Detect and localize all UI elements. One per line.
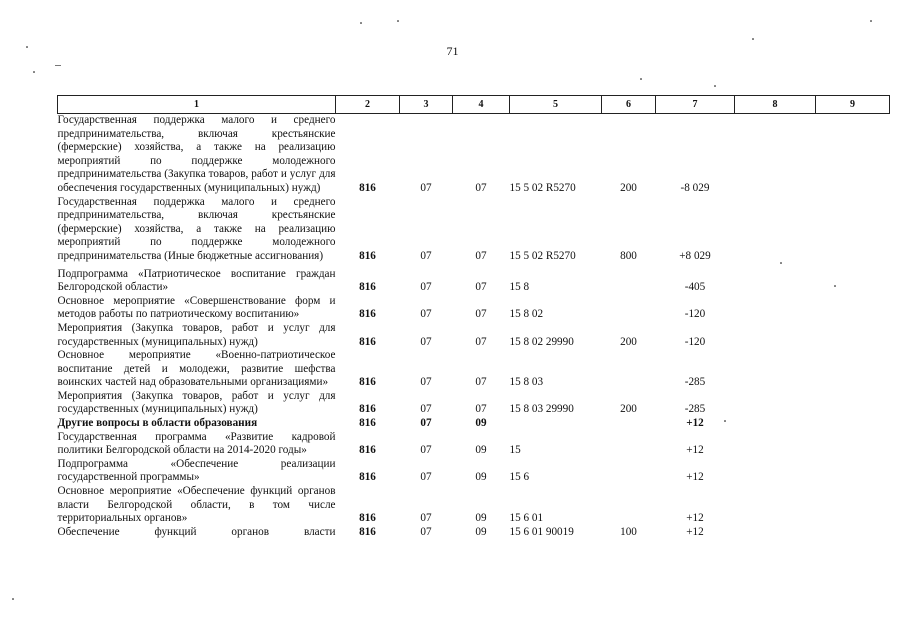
row-description: Подпрограмма «Патриотическое воспитание граждан Белгородской области»	[57, 267, 336, 294]
row-ved: 816	[359, 181, 376, 194]
table-row	[58, 485, 890, 526]
row-sum: -120	[684, 335, 706, 348]
row-sum: -285	[684, 376, 706, 389]
row-rz: 07	[420, 249, 432, 262]
row-csr: 15 8	[509, 281, 530, 294]
row-rz: 07	[420, 417, 432, 430]
row-csr: 15 8 03 29990	[509, 403, 574, 416]
row-description: Мероприятия (Закупка товаров, работ и услуг для государственных (муниципальных) нужд)	[57, 389, 336, 416]
table-row	[58, 417, 890, 431]
table-row	[58, 431, 890, 458]
row-sum: +12	[686, 417, 704, 430]
row-vr: 200	[620, 403, 637, 416]
row-csr: 15	[509, 444, 521, 457]
row-ved: 816	[359, 335, 376, 348]
row-vr	[602, 295, 656, 322]
row-vr	[602, 431, 656, 458]
col-header-4: 4	[453, 96, 510, 114]
table-row	[58, 114, 890, 196]
row-sum: +12	[686, 525, 704, 538]
row-col9	[816, 196, 890, 264]
row-rz: 07	[420, 335, 432, 348]
row-col8	[735, 417, 816, 431]
row-col9	[816, 458, 890, 485]
row-sum: -120	[684, 308, 706, 321]
col-header-1: 1	[58, 96, 336, 114]
row-csr: 15 8 02 29990	[509, 335, 574, 348]
row-pr: 07	[475, 281, 487, 294]
row-csr: 15 8 03	[509, 376, 544, 389]
row-col8	[735, 295, 816, 322]
row-vr: 100	[620, 525, 637, 538]
row-sum: -8 029	[680, 181, 710, 194]
row-rz: 07	[420, 403, 432, 416]
row-rz: 07	[420, 376, 432, 389]
row-pr: 07	[475, 335, 487, 348]
table-row	[58, 349, 890, 390]
row-col9	[816, 322, 890, 349]
row-sum: -285	[684, 403, 706, 416]
row-pr: 07	[475, 181, 487, 194]
row-ved: 816	[359, 403, 376, 416]
row-pr: 09	[475, 444, 487, 457]
row-col9	[816, 390, 890, 417]
row-col8	[735, 268, 816, 295]
row-rz: 07	[420, 281, 432, 294]
row-ved: 816	[359, 525, 376, 538]
row-ved: 816	[359, 376, 376, 389]
row-pr: 09	[475, 471, 487, 484]
row-col8	[735, 322, 816, 349]
row-csr: 15 6	[509, 471, 530, 484]
row-description: Основное мероприятие «Совершенствование форм и методов работы по патриотическому воспитанию»	[57, 294, 336, 321]
col-header-3: 3	[400, 96, 453, 114]
row-col8	[735, 114, 816, 196]
row-rz: 07	[420, 308, 432, 321]
row-description: Основное мероприятие «Обеспечение функций органов власти Белгородской области, в том числе территориальных органов»	[57, 485, 336, 525]
row-pr: 07	[475, 376, 487, 389]
row-pr: 09	[475, 525, 487, 538]
table-row	[58, 268, 890, 295]
row-vr	[602, 458, 656, 485]
row-col8	[735, 485, 816, 526]
row-vr	[602, 268, 656, 295]
row-sum: +8 029	[679, 249, 711, 262]
table-row	[58, 295, 890, 322]
row-csr: 15 8 02	[509, 308, 544, 321]
row-col9	[816, 114, 890, 196]
row-description: Подпрограмма «Обеспечение реализации государственной программы»	[57, 457, 336, 484]
table-row	[58, 196, 890, 264]
row-csr: 15 5 02 R5270	[509, 249, 576, 262]
row-pr: 09	[475, 512, 487, 525]
budget-table	[57, 95, 890, 539]
col-header-5: 5	[510, 96, 602, 114]
col-header-9: 9	[816, 96, 890, 114]
row-vr: 200	[620, 181, 637, 194]
row-vr: 200	[620, 335, 637, 348]
table-row	[58, 390, 890, 417]
col-header-2: 2	[336, 96, 400, 114]
row-col9	[816, 485, 890, 526]
row-rz: 07	[420, 181, 432, 194]
row-csr	[510, 417, 602, 431]
row-ved: 816	[359, 471, 376, 484]
row-vr	[602, 417, 656, 431]
row-rz: 07	[420, 444, 432, 457]
row-col8	[735, 431, 816, 458]
row-col9	[816, 431, 890, 458]
col-header-8: 8	[735, 96, 816, 114]
row-col8	[735, 458, 816, 485]
row-ved: 816	[359, 444, 376, 457]
row-csr: 15 6 01	[509, 512, 544, 525]
row-vr: 800	[620, 249, 637, 262]
row-pr: 07	[475, 308, 487, 321]
row-csr: 15 6 01 90019	[509, 525, 574, 538]
row-pr: 07	[475, 403, 487, 416]
row-col9	[816, 526, 890, 540]
row-ved: 816	[359, 308, 376, 321]
row-sum: +12	[686, 471, 704, 484]
row-description: Другие вопросы в области образования	[57, 417, 258, 430]
col-header-7: 7	[656, 96, 735, 114]
row-vr	[602, 485, 656, 526]
row-col8	[735, 349, 816, 390]
row-col9	[816, 268, 890, 295]
row-pr: 09	[475, 417, 487, 430]
row-ved: 816	[359, 512, 376, 525]
row-col8	[735, 196, 816, 264]
row-description: Государственная поддержка малого и среднего предпринимательства, включая крестьянские (фермерские) хозяйства, а также на реализацию мероприятий по поддержке молодежного предпринимательства (Закупка товаров, работ и услуг для обеспечения государственных (муниципальных) нужд)	[57, 114, 336, 194]
row-rz: 07	[420, 471, 432, 484]
col-header-6: 6	[602, 96, 656, 114]
table-row	[58, 458, 890, 485]
row-col9	[816, 349, 890, 390]
column-number-row	[58, 96, 890, 114]
row-ved: 816	[359, 249, 376, 262]
row-col8	[735, 390, 816, 417]
row-rz: 07	[420, 525, 432, 538]
row-rz: 07	[420, 512, 432, 525]
table-row	[58, 526, 890, 540]
row-col9	[816, 417, 890, 431]
row-col8	[735, 526, 816, 540]
row-vr	[602, 349, 656, 390]
row-sum: -405	[684, 281, 706, 294]
row-pr: 07	[475, 249, 487, 262]
row-ved: 816	[359, 281, 376, 294]
row-col9	[816, 295, 890, 322]
row-sum: +12	[686, 512, 704, 525]
row-description: Обеспечение функций органов власти	[57, 525, 336, 538]
table-row	[58, 322, 890, 349]
row-ved: 816	[359, 417, 376, 430]
row-description: Основное мероприятие «Военно-патриотическое воспитание детей и молодежи, развитие шефства воинских частей над образовательными организациями»	[57, 349, 336, 389]
row-description: Государственная программа «Развитие кадровой политики Белгородской области на 2014-2020 годы»	[57, 430, 336, 457]
row-description: Государственная поддержка малого и среднего предпринимательства, включая крестьянские (фермерские) хозяйства, а также на реализацию мероприятий по поддержке молодежного предпринимательства (Иные бюджетные ассигнования)	[57, 195, 336, 262]
row-sum: +12	[686, 444, 704, 457]
row-description: Мероприятия (Закупка товаров, работ и услуг для государственных (муниципальных) нужд)	[57, 321, 336, 348]
page-number: 71	[446, 44, 459, 58]
row-csr: 15 5 02 R5270	[509, 181, 576, 194]
